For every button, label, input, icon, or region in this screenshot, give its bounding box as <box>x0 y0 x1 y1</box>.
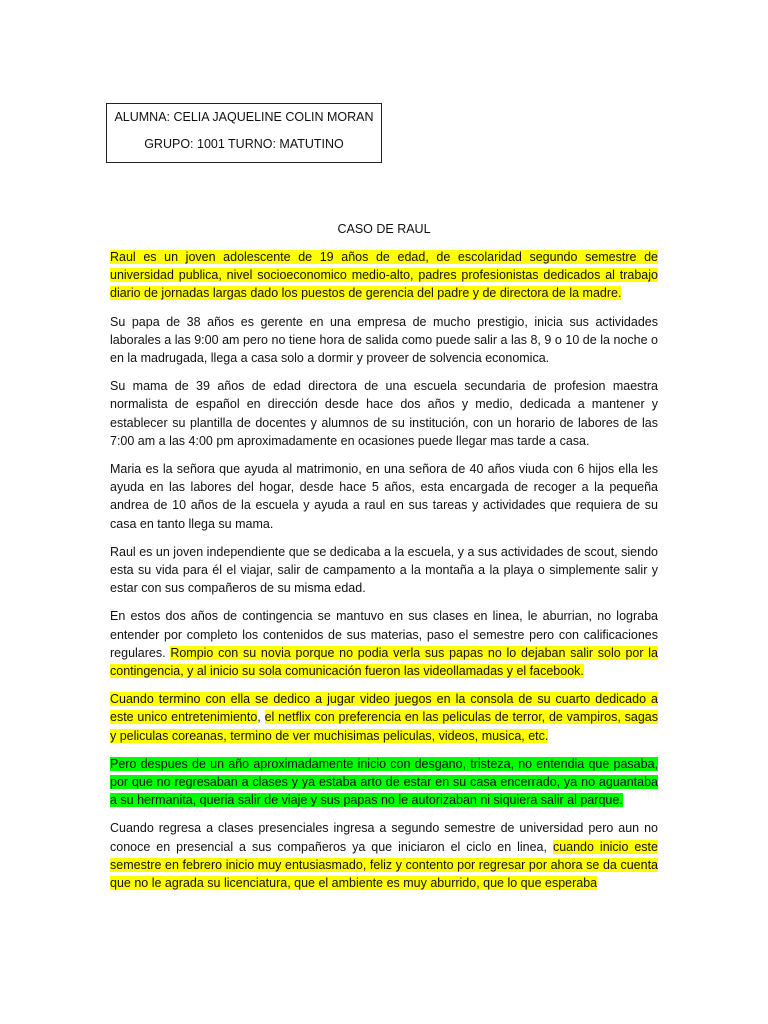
paragraph-text: En estos dos años de contingencia se mantuvo en sus clases en linea, le aburrian, no lograba entender por completo los contenidos de sus materias, paso el semestre pero con calificaciones regulares. <box>110 609 658 660</box>
group-shift: GRUPO: 1001 TURNO: MATUTINO <box>144 137 344 151</box>
paragraph-text: Su papa de 38 años es gerente en una empresa de mucho prestigio, inicia sus actividades laborales a las 9:00 am pero no tiene hora de salida como puede salir a las 8, 9 o 10 de la noche o en la madrugada, llega a casa solo a dormir y proveer de solvencia economica. <box>110 314 658 366</box>
paragraph <box>110 460 658 533</box>
paragraph <box>110 607 658 680</box>
highlighted-text: Cuando termino con ella se dedico a jugar video juegos en la consola de su cuarto dedicado a este unico entretenimiento <box>110 692 658 725</box>
paragraph <box>110 313 658 368</box>
paragraph-text: Maria es la señora que ayuda al matrimonio, en una señora de 40 años viuda con 6 hijos ella les ayuda en las labores del hogar, desde hace 5 años, esta encargada de recoger a la pequeña andrea de 10 años de la escuela y ayuda a raul en sus tareas y actividades que requiera de su casa en tanto llega su mama. <box>110 462 658 531</box>
paragraph-text: , <box>257 710 265 725</box>
document-title: CASO DE RAUL <box>337 222 431 236</box>
paragraph <box>110 377 658 450</box>
student-name: ALUMNA: CELIA JAQUELINE COLIN MORAN <box>114 110 374 124</box>
student-info-box <box>106 103 382 163</box>
paragraph <box>110 690 658 745</box>
highlighted-text: Raul es un joven adolescente de 19 años de edad, de escolaridad segundo semestre de universidad publica, nivel socioeconomico medio-alto, padres profesionistas dedicados al trabajo diario de jornadas largas dado los puestos de gerencia del padre y de directora de la madre. <box>110 250 658 301</box>
paragraph-text: Cuando regresa a clases presenciales ingresa a segundo semestre de universidad pero aun no conoce en presencial a sus compañeros ya que iniciaron el ciclo en linea, <box>110 821 658 854</box>
paragraph <box>110 248 658 303</box>
paragraph-text: Raul es un joven independiente que se dedicaba a la escuela, y a sus actividades de scout, siendo esta su vida para él el viajar, salir de campamento a la montaña a la playa o simplemente salir y estar con sus compañeros de su misma edad. <box>110 544 658 596</box>
paragraph <box>110 819 658 892</box>
paragraph <box>110 755 658 810</box>
paragraph-text: Su mama de 39 años de edad directora de una escuela secundaria de profesion maestra normalista de español en dirección desde hace dos años y medio, dedicada a mantener y establecer su plantilla de docentes y alumnos de su institución, con un horario de labores de las 7:00 am a las 4:00 pm aproximadamente en ocasiones puede llegar mas tarde a casa. <box>110 379 658 448</box>
paragraph <box>110 543 658 598</box>
highlighted-text: el netflix con preferencia en las peliculas de terror, de vampiros, sagas y peliculas coreanas, termino de ver muchisimas peliculas, videos, musica, etc. <box>110 710 658 743</box>
highlighted-text: Pero despues de un año aproximadamente inicio con desgano, tristeza, no entendia que pasaba, por que no regresaban a clases y ya estaba arto de estar en su casa encerrado, ya no aguantaba a su hermanita, queria salir de viaje y sus papas no le autorizaban ni siquiera salir al parque. <box>110 756 658 808</box>
document-body <box>110 248 658 902</box>
highlighted-text: Rompio con su novia porque no podia verla sus papas no lo dejaban salir solo por la contingencia, y al inicio su sola comunicación fueron las videollamadas y el facebook. <box>110 645 658 679</box>
highlighted-text: cuando inicio este semestre en febrero inicio muy entusiasmado, feliz y contento por regresar por ahora se da cuenta que no le agrada su licenciatura, que el ambiente es muy aburrido, que lo que esperaba <box>110 839 658 891</box>
